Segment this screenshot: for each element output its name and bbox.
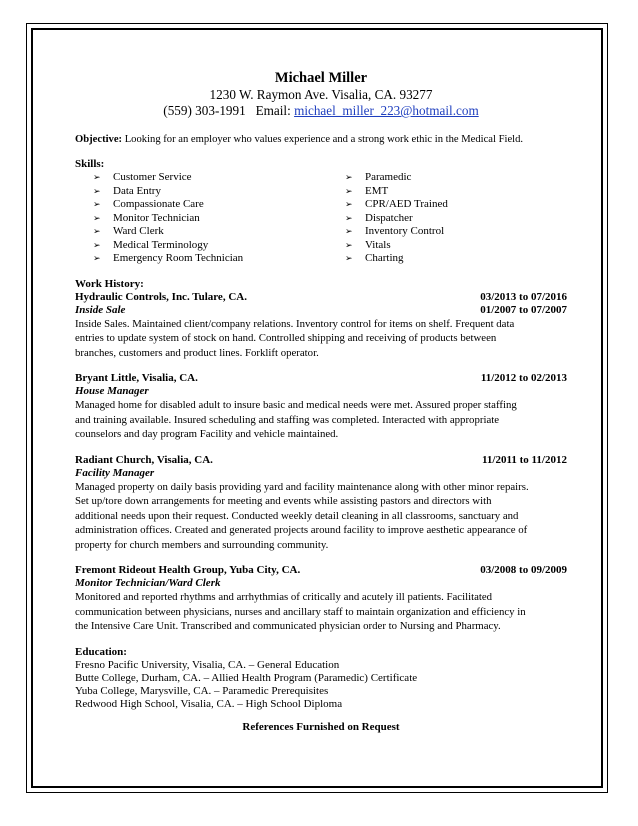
job-title: Inside Sale [75, 303, 126, 316]
contact-line [75, 103, 567, 119]
applicant-name: Michael Miller [274, 70, 368, 86]
address: 1230 W. Raymon Ave. Visalia, CA. 93277 [209, 87, 433, 102]
phone-label: (559) 303-1991 Email: [163, 103, 295, 118]
objective-text: Looking for an employer who values experience and a strong work ethic in the Medical Field. [122, 134, 524, 145]
education-line: Fresno Pacific University, Visalia, CA. – General Education [75, 658, 340, 671]
education-line: Redwood High School, Visalia, CA. – High School Diploma [75, 697, 343, 710]
arrow-bullet-icon: ➢ [93, 172, 101, 183]
list-item: ➢ Paramedic [345, 171, 412, 184]
arrow-bullet-icon: ➢ [345, 239, 353, 250]
arrow-bullet-icon: ➢ [93, 185, 101, 196]
job-entry [75, 454, 567, 553]
job-title: House Manager [75, 385, 149, 397]
list-item: ➢ Monitor Technician [93, 211, 200, 224]
arrow-bullet-icon: ➢ [93, 253, 101, 264]
list-item: ➢ Customer Service [93, 171, 192, 184]
job-dates: 03/2008 to 09/2009 [480, 564, 567, 576]
education-line: Yuba College, Marysville, CA. – Paramedic Prerequisites [75, 684, 329, 697]
arrow-bullet-icon: ➢ [345, 185, 353, 196]
job-title: Monitor Technician/Ward Clerk [75, 577, 221, 589]
list-item: ➢ Ward Clerk [93, 225, 164, 238]
list-item: ➢ Dispatcher [345, 211, 413, 224]
arrow-bullet-icon: ➢ [345, 199, 353, 210]
list-item: ➢ Inventory Control [345, 225, 445, 238]
employer: Hydraulic Controls, Inc. Tulare, CA. [75, 290, 247, 303]
arrow-bullet-icon: ➢ [345, 226, 353, 237]
resume-document [75, 70, 567, 734]
list-item: ➢ EMT [345, 184, 389, 197]
work-history-heading: Work History: [75, 277, 144, 290]
job-entry [75, 291, 567, 361]
skills-list [75, 171, 567, 266]
email-link[interactable]: michael_miller_223@hotmail.com [294, 103, 479, 118]
employer: Fremont Rideout Health Group, Yuba City, CA. [75, 564, 301, 576]
list-item: ➢ Compassionate Care [93, 198, 204, 211]
objective [75, 133, 567, 146]
list-item: ➢ Medical Terminology [93, 238, 209, 251]
arrow-bullet-icon: ➢ [345, 212, 353, 223]
skills-heading: Skills: [75, 158, 105, 170]
arrow-bullet-icon: ➢ [93, 212, 101, 223]
list-item: ➢ Data Entry [93, 184, 161, 197]
education [75, 646, 567, 711]
job-description: Managed property on daily basis providing yard and facility maintenance along with other minor repairs. Set up/tore down arrangements for meeting and events while assisting pastors and directors with additional needs upon their request. Conducted weekly detail cleaning in all classrooms, sanctuary and administration offices. Created and generated projects around facility to improve aesthetic appearance of property for church members and surrounding community. [75, 480, 529, 551]
arrow-bullet-icon: ➢ [93, 226, 101, 237]
job-dates: 03/2013 to 07/2016 [480, 290, 567, 303]
arrow-bullet-icon: ➢ [345, 253, 353, 264]
arrow-bullet-icon: ➢ [345, 172, 353, 183]
skills-column-right [345, 171, 448, 266]
job-description: Managed home for disabled adult to insure basic and medical needs were met. Assured proper staffing and training available. Insured scheduling and staffing was completed. Interacted with appropriate counselors and day program Facility and vehicle maintained. [75, 399, 517, 440]
employer: Bryant Little, Visalia, CA. [75, 372, 198, 384]
employer: Radiant Church, Visalia, CA. [75, 453, 213, 466]
job-entry [75, 372, 567, 442]
job-dates: 11/2012 to 02/2013 [480, 372, 567, 384]
job-title: Facility Manager [75, 466, 155, 479]
education-heading: Education: [75, 645, 127, 658]
job-description: Monitored and reported rhythms and arrhythmias of critically and acutely ill patients. Facilitated communication between physicians, nurses and ancillary staff to maintain organization and efficiency in the Intensive Care Unit. Transcribed and communicated physician order to Nursing and Pharmacy. [75, 591, 526, 632]
job-title-dates: 01/2007 to 07/2007 [480, 303, 567, 316]
work-history [75, 278, 567, 634]
education-line: Butte College, Durham, CA. – Allied Health Program (Paramedic) Certificate [75, 671, 418, 684]
list-item: ➢ Charting [345, 252, 404, 265]
arrow-bullet-icon: ➢ [93, 199, 101, 210]
list-item: ➢ Emergency Room Technician [93, 252, 244, 265]
job-dates: 11/2011 to 11/2012 [482, 453, 567, 466]
list-item: ➢ CPR/AED Trained [345, 198, 448, 211]
list-item: ➢ Vitals [345, 238, 391, 251]
arrow-bullet-icon: ➢ [93, 239, 101, 250]
job-description: Inside Sales. Maintained client/company relations. Inventory control for items on shelf. Frequent data entries to update system of stock on hand. Controlled shipping and receiving of products between branches, customers and product lines. Forklift operator. [75, 317, 515, 359]
objective-label: Objective: [75, 134, 123, 145]
skills-column-left [75, 171, 345, 266]
job-entry [75, 564, 567, 634]
references-note: References Furnished on Request [242, 720, 400, 733]
